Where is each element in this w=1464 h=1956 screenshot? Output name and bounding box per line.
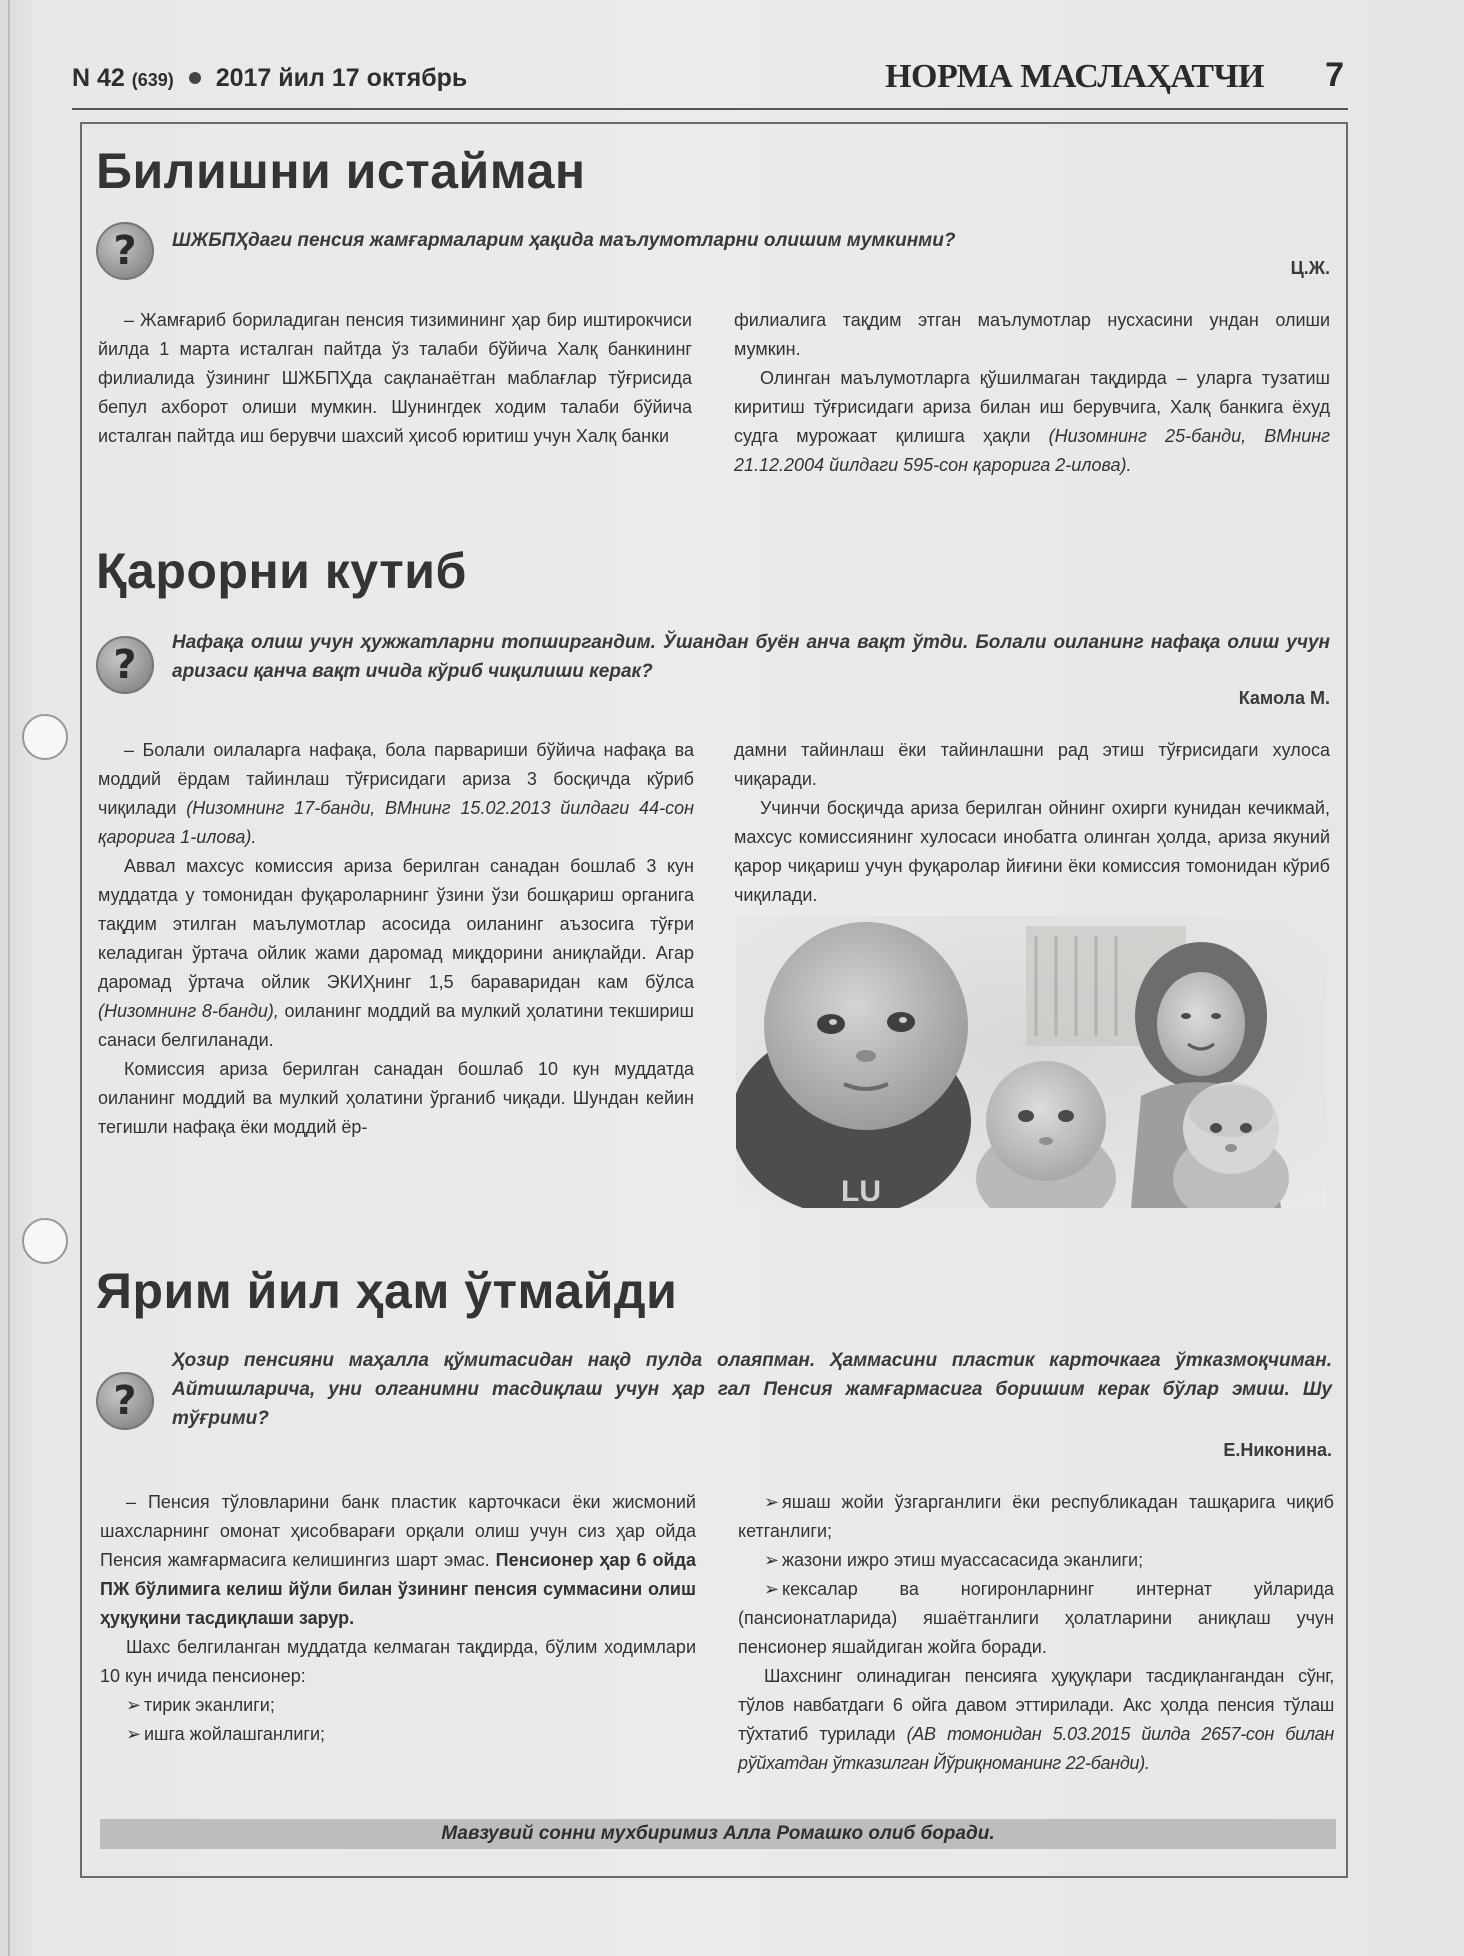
paragraph-text: Олинган маълумотларга қўшилмаган тақдирда – уларга тузатиш киритиш тўғрисидаги ариза билан иш берувчига, Халқ банкига ёхуд судга мурожаат қилишга ҳақли: [734, 368, 1330, 446]
arrow-bullet-icon: ➢: [126, 1724, 142, 1744]
question-mark-icon: ?: [96, 1372, 154, 1430]
paragraph: филиалига тақдим этган маълумотлар нусхасини ундан олиши мумкин.: [734, 310, 1330, 359]
paragraph-text: Шахснинг олинадиган пенсияга ҳуқуқлари тасдиқлангандан сўнг, тўлов навбатдаги 6 ойга давом эттирилади. Акс ҳолда пенсия тўлаш тўхтатиб турилади: [738, 1666, 1334, 1744]
page-number: 7: [1325, 56, 1344, 94]
arrow-bullet-icon: ➢: [126, 1695, 142, 1715]
paragraph: Учинчи босқичда ариза берилган ойнинг охирги кунидан кечикмай, махсус комиссиянинг хулосаси инобатга олинган ҳолда, ариза якуний қарор чиқариш учун фуқаролар йиғини ёки комиссия томонидан кўриб чиқилади.: [734, 798, 1330, 905]
legal-reference: (Низомнинг 17-банди, ВМнинг 15.02.2013 йилдаги 44-сон қарорига 1-илова).: [98, 798, 694, 847]
section-1-right-column: [734, 306, 1330, 480]
arrow-bullet-icon: ➢: [764, 1492, 780, 1512]
paper-edge: [8, 0, 10, 1956]
question-1: ШЖБПҲдаги пенсия жамғармаларим ҳақида маълумотларни олишим мумкинми?: [172, 230, 956, 251]
section-2-right-column: [734, 736, 1330, 910]
list-item: [100, 1720, 696, 1749]
signer-1: Ц.Ж.: [1290, 258, 1330, 278]
paragraph: [100, 1488, 696, 1633]
paragraph: Комиссия ариза берилган санадан бошлаб 10 кун муддатда оиланинг моддий ва мулкий ҳолатини ўрганиб чиқади. Шундан кейин тегишли нафақа ёки моддий ёр-: [98, 1059, 694, 1137]
publication-title: НОРМА МАСЛАҲАТЧИ: [885, 58, 1264, 95]
issue-number: N 42: [72, 64, 125, 92]
paragraph-text: Аввал махсус комиссия ариза берилган санадан бошлаб 3 кун муддатда у томонидан фуқароларнинг ўзини ўзи бошқариш органига тақдим этилган маълумотлар асосида оиланинг аъзосига тўғри келадиган ўртача ойлик жами даромад миқдорини аниқлайди. Агар даромад ўртача ойлик ЭКИҲнинг 1,5 бараваридан кам бўлса: [98, 856, 694, 992]
signer-2: Камола М.: [1238, 688, 1330, 708]
children-photo-illustration: [736, 916, 1326, 1208]
signer-3: Е.Никонина.: [1223, 1440, 1332, 1460]
section-1-left-column: [98, 306, 692, 451]
paragraph: – Жамғариб бориладиган пенсия тизимининг ҳар бир иштирокчиси йилда 1 марта исталган пайтда ўз талаби бўйича Халқ банкининг филиалида ўзининг ШЖБПҲда сақланаётган маблағлар тўғрисида бепул ахборот олиши мумкин. Шунингдек ходим талаби бўйича исталган пайтда иш берувчи шахсий ҳисоб юритиш учун Халқ банки: [98, 310, 692, 446]
page-header: [72, 52, 1348, 110]
children-photo: [736, 916, 1326, 1208]
question-3: Ҳозир пенсияни маҳалла қўмитасидан нақд пулда олаяпман. Ҳаммасини пластик карточкага ўтказмоқчиман. Айтишларича, уни олганимни тасдиқлаш учун ҳар гал Пенсия жамғармасига боришим керак бўлар эмиш. Шу тўғрими?: [172, 1350, 1332, 1429]
issue-sub: (639): [131, 70, 174, 90]
list-item-text: ишга жойлашганлиги;: [144, 1724, 326, 1744]
footer-note: Мавзувий сонни мухбиримиз Алла Ромашко олиб боради.: [100, 1819, 1336, 1849]
list-item-text: яшаш жойи ўзгарганлиги ёки республикадан ташқарига чиқиб кетганлиги;: [738, 1492, 1334, 1541]
legal-reference: (АВ томонидан 5.03.2015 йилда 2657-сон билан рўйхатдан ўтказилган Йўриқноманинг 22-банди).: [738, 1724, 1334, 1773]
paragraph-text: оиланинг моддий ва мулкий ҳолатини текшириш санаси белгиланади.: [98, 1001, 694, 1050]
section-3-right-column: [738, 1488, 1334, 1778]
section-2-left-column: [98, 736, 694, 1142]
paragraph: [98, 852, 694, 1055]
section-title-2: Қарорни кутиб: [96, 543, 467, 599]
section-3-left-column: [100, 1488, 696, 1749]
section-title-1: Билишни истайман: [96, 143, 586, 199]
list-item: [738, 1546, 1334, 1575]
arrow-bullet-icon: ➢: [764, 1579, 780, 1599]
binder-hole: [22, 714, 68, 760]
issue-date: 2017 йил 17 октябрь: [215, 64, 468, 92]
emphasis-text: Пенсионер ҳар 6 ойда ПЖ бўлимига келиш йўли билан ўзининг пенсия суммасини олиш ҳуқуқини тасдиқлаши зарур.: [100, 1550, 696, 1628]
list-item: [738, 1488, 1334, 1546]
question-mark-icon: ?: [96, 222, 154, 280]
question-2: Нафақа олиш учун ҳужжатларни топширгандим. Ўшандан буён анча вақт ўтди. Болали оиланинг нафақа олиш учун аризаси қанча вақт ичида кўриб чиқилиши керак?: [172, 632, 1330, 682]
question-mark-icon: ?: [96, 636, 154, 694]
paragraph: [734, 364, 1330, 480]
binder-hole: [22, 1218, 68, 1264]
paragraph: [98, 736, 694, 852]
legal-reference: (Низомнинг 8-банди),: [98, 1001, 279, 1021]
section-title-3: Ярим йил ҳам ўтмайди: [96, 1263, 678, 1319]
list-item-text: тирик эканлиги;: [144, 1695, 275, 1715]
paragraph: [738, 1662, 1334, 1778]
shirt-lettering: LU: [841, 1175, 881, 1208]
list-item: [738, 1575, 1334, 1662]
paragraph-text: – Болали оилаларга нафақа, бола парвариши бўйича нафақа ва моддий ёрдам тайинлаш тўғрисидаги ариза 3 босқичда кўриб чиқилади: [98, 740, 694, 818]
list-item: [100, 1691, 696, 1720]
legal-reference: (Низомнинг 25-банди, ВМнинг 21.12.2004 йилдаги 595-сон қарорига 2-илова).: [734, 426, 1330, 475]
paragraph: дамни тайинлаш ёки тайинлашни рад этиш тўғрисидаги хулоса чиқаради.: [734, 740, 1330, 789]
list-item-text: кексалар ва ногиронларнинг интернат уйларида (пансионатларида) яшаётганлиги ҳолатларини аниқлаш учун пенсионер яшайдиган жойга боради.: [738, 1579, 1334, 1657]
bullet-dot-icon: [189, 72, 201, 84]
list-item-text: жазони ижро этиш муассасасида эканлиги;: [782, 1550, 1144, 1570]
issue-info: [72, 64, 467, 93]
paragraph-text: – Пенсия тўловларини банк пластик карточкаси ёки жисмоний шахсларнинг омонат ҳисобварағи орқали олиш учун сиз ҳар ойда Пенсия жамғармасига келишингиз шарт эмас.: [100, 1492, 696, 1570]
arrow-bullet-icon: ➢: [764, 1550, 780, 1570]
paragraph: Шахс белгиланган муддатда келмаган тақдирда, бўлим ходимлари 10 кун ичида пенсионер:: [100, 1637, 696, 1686]
